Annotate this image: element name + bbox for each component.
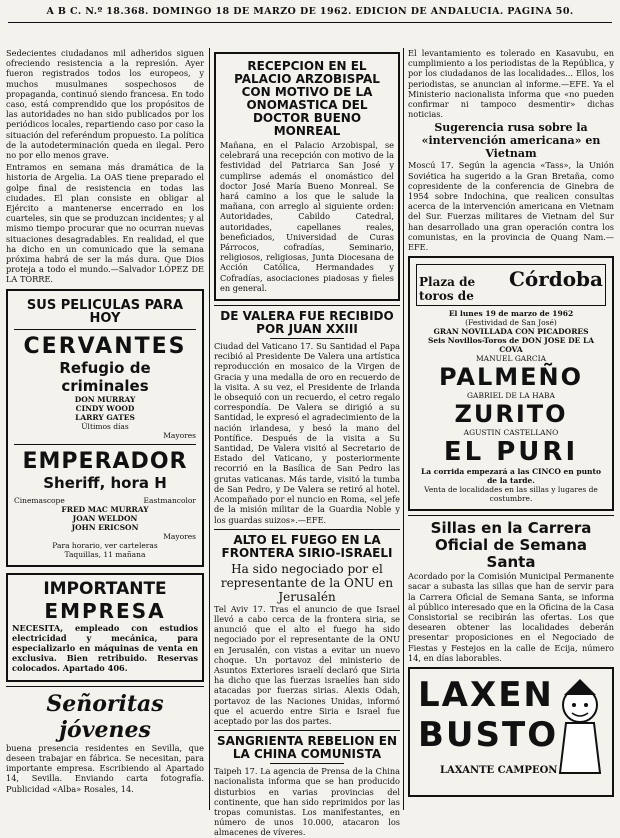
film-title: Sheriff, hora H	[43, 473, 167, 492]
article-text: Tel Aviv 17. Tras el anuncio de que Israel llevó a cabo cerca de la frontera siria, se anunció que el alto el fuego ha sido negociado por el representante de la ONU en Jerusalén, con vistas a evitar un nuevo choque. Un portavoz del ministerio de Asuntos Exteriores israelí declaró que Siria ha dicho que las fuerzas israelíes han sido atacadas por fuerzas sirias. Alexis Odah, portavoz de las Naciones Unidas, informó que el acuerdo entre Siria e Israel fue aceptado por las dos partes.	[214, 603, 400, 726]
brand-line: LAXEN	[418, 675, 554, 716]
ad-body: NECESITA, empleado con estudios electricidad y mecánica, para especializarlo en máquinas de venta en exclusiva. Bien retribuido. Reservas colocados. Apartado 406.	[12, 622, 198, 674]
box-office-note: Taquillas, 11 mañana	[64, 549, 146, 559]
festivity: (Festividad de San José)	[465, 318, 557, 328]
job-ad	[6, 573, 204, 682]
ticket-note: Venta de localidades en las sillas y lugares de costumbre.	[424, 485, 598, 504]
event-type: GRAN NOVILLADA CON PICADORES	[433, 327, 589, 337]
cast-list: FRED MAC MURRAY JOAN WELDON JOHN ERICSON	[61, 504, 149, 532]
column-divider	[403, 48, 404, 810]
article-text: Entramos en semana más dramática de la historia de Argelia. La OAS tiene preparado el golpe final de resistencia en todas las ciudades. El plan consiste en obligar al Ejército a mantenerse encerrado en los cuarteles, sin que se produzcan incidentes; y al mismo tiempo procurar que no ocurran nuevas situaciones desagradables. En realidad, el que ha dicho en un comunicado que la semana próxima habrá de ser la más dura. Que Dios proteja a todo el mundo.—Salvador LÓPEZ DE LA TORRE.	[6, 162, 204, 285]
ad-title: IMPORTANTE	[43, 578, 167, 599]
article-text: Ciudad del Vaticano 17. Su Santidad el Papa recibió al Presidente De Valera una artística reproducción en mosaico de la Virgen de Gracia y una medalla de oro en recuerdo de la visita. A su vez, el Presidente de Irlanda le obsequió con un recuerdo, el cetro regalo correspondía. De Valera se dirigió a su Santidad, le expresó el agradecimiento de la nación irlandesa, y besó la mano del Pontífice. Después de la visita a Su Santidad, De Valera visitó al Secretario de Estado del Vaticano, y posteriormente recorrió en la Basílica de San Pedro las grutas vaticanas. Más tarde, visitó la tumba de San Pedro, y De Valera se retiró al hotel. Acompañado por el nuncio en Roma, «el jefe de la misión militar de la Guardia Noble y los guardas suizos».—EFE.	[214, 341, 400, 525]
rating: Mayores	[163, 531, 196, 541]
city-name: Córdoba	[508, 267, 603, 292]
format-tag: Cinemascope	[14, 495, 65, 505]
schedule-note: Para horario, ver carteleras	[52, 540, 158, 550]
page-header: A B C. N.º 18.368. DOMINGO 18 DE MARZO DE 1962. EDICION DE ANDALUCIA. PAGINA 50.	[46, 6, 574, 17]
cinema-title: SUS PELICULAS PARA HOY	[26, 297, 184, 326]
days-label: Últimos días	[81, 421, 129, 431]
child-illustration-icon	[554, 677, 606, 777]
bullring-label: Plaza de toros de	[419, 275, 476, 304]
ad-title: Señoritas jóvenes	[46, 690, 164, 743]
cinema-name: CERVANTES	[23, 333, 187, 359]
laxen-ad	[408, 667, 614, 797]
article-text: Mañana, en el Palacio Arzobispal, se celebrará una recepción con motivo de la festividad del Patriarca San José y cumplirse además el onomástico del doctor José María Bueno Monreal. Se hará camino a los que le salude la mañana, con arreglo al siguiente orden: Autoridades, Cabildo Catedral, autoridades, capellanes reales, beneficiados, Universidad de Curas Párrocos, cofradías, Seminario, religiosos, religiosas, Junta Diocesana de Acción Católica, Hermandades y Cofradías, asociaciones piadosas y fieles en general.	[220, 140, 394, 293]
subheadline: Ha sido negociado por el representante de la ONU en Jerusalén	[220, 561, 394, 604]
matador-name: ZURITO	[454, 400, 568, 429]
manager: MANUEL GARCIA	[476, 354, 546, 364]
column-left	[6, 48, 204, 812]
ad-body: buena presencia residentes en Sevilla, que deseen trabajar en fábrica. Se necesitan, para importante empresa. Escribiendo al Apartado 14, Sevilla. Enviando carta fotografía. Publicidad «Alba» Rosales, 14.	[6, 742, 204, 794]
manager: AGUSTIN CASTELLANO	[463, 428, 559, 438]
headline: ALTO EL FUEGO EN LA FRONTERA SIRIO-ISRAELI	[221, 532, 393, 560]
cinema-name: EMPERADOR	[22, 448, 188, 474]
matador-name: PALMEÑO	[438, 363, 584, 392]
bullfight-ad	[408, 256, 614, 511]
cast-list: DON MURRAY CINDY WOOD LARRY GATES	[74, 394, 136, 422]
format-tag: Eastmancolor	[143, 495, 196, 505]
ad-title: EMPRESA	[44, 598, 166, 623]
headline: RECEPCION EN EL PALACIO ARZOBISPAL CON MOTIVO DE LA ONOMASTICA DEL DOCTOR BUENO MONREAL	[234, 59, 380, 138]
headline: DE VALERA FUE RECIBIDO POR JUAN XXIII	[220, 309, 394, 337]
headline: Sugerencia rusa sobre la «intervención americana» en Vietnam	[421, 121, 601, 161]
article-text: Taipeh 17. La agencia de Prensa de la China nacionalista informa que se han producido disturbios en varias provincias del continente, que han sido reprimidos por las tropas comunistas. Los manifestantes, en número de unos 10.000, atacaron los almacenes de víveres.	[214, 766, 400, 838]
article-text: Moscú 17. Según la agencia «Tass», la Unión Soviética ha sugerido a la Gran Bretaña, como copresidente de la conferencia de Ginebra de 1954 sobre Indochina, que realicen consultas acerca de la intervención americana en Vietnam del Sur. Fuerzas militares de Vietnam del Sur han desarrollado una gran operación contra los comunistas, en la provincia de Quang Nam.—EFE.	[408, 160, 614, 253]
article-text: Acordado por la Comisión Municipal Permanente sacar a subasta las sillas que han de servir para la Carrera Oficial de Semana Santa, se informa al público interesado que en la Oficina de la Casa Consistorial se recibirán las ofertas. Los que desearen obtener las localidades deberán presentar proposiciones en el Negociado de Fiestas y Festejos en la calle de Ecija, número 14, en días laborables.	[408, 571, 614, 663]
matador-name: EL PURI	[443, 437, 579, 468]
headline: SANGRIENTA REBELION EN LA CHINA COMUNISTA	[216, 734, 398, 762]
manager: GABRIEL DE LA HABA	[467, 391, 555, 401]
column-divider	[209, 48, 210, 810]
column-middle	[214, 48, 400, 838]
cinema-ad	[6, 289, 204, 567]
brand-line: BUSTO	[418, 715, 559, 756]
film-title: Refugio de criminales	[59, 358, 151, 395]
header-rule	[8, 22, 612, 23]
rating: Mayores	[163, 430, 196, 440]
bull-ranch: Seis Novillos-Toros de DON JOSE DE LA COVA	[427, 336, 595, 355]
article-text: El levantamiento es tolerado en Kasavubu, en cumplimiento a los periodistas de la República, y por los ciudadanos de las localidades... Ellos, los periodistas, se anuncian al informe.—EFE. Ya el Ministerio nacionalista informa que «no pueden confirmar ni tampoco desmentir» dichas noticias.	[408, 48, 614, 120]
event-date: El lunes 19 de marzo de 1962	[448, 309, 574, 319]
tagline: LAXANTE CAMPEON	[440, 765, 558, 777]
column-right	[408, 48, 614, 812]
article-text: Sedecientes ciudadanos mil adheridos siguen ofreciendo resistencia a la represión. Ayer fueron registrados todos los europeos, y muchos musulmanes sospechosos de propaganda, continuó siendo francesa. En todo caso, está comprendido que los propósitos de las autoridades no han sido publicados por los periódicos locales, repartiendo caso por caso la situación del referéndum propuesto. La política de la autodeterminación queda en ilegal. Pero no por ello menos grave.	[6, 48, 204, 161]
article-box	[214, 52, 400, 301]
start-time-note: La corrida empezará a las CINCO en punto de la tarde.	[421, 467, 601, 486]
headline: Sillas en la Carrera Oficial de Semana Santa	[430, 519, 592, 572]
